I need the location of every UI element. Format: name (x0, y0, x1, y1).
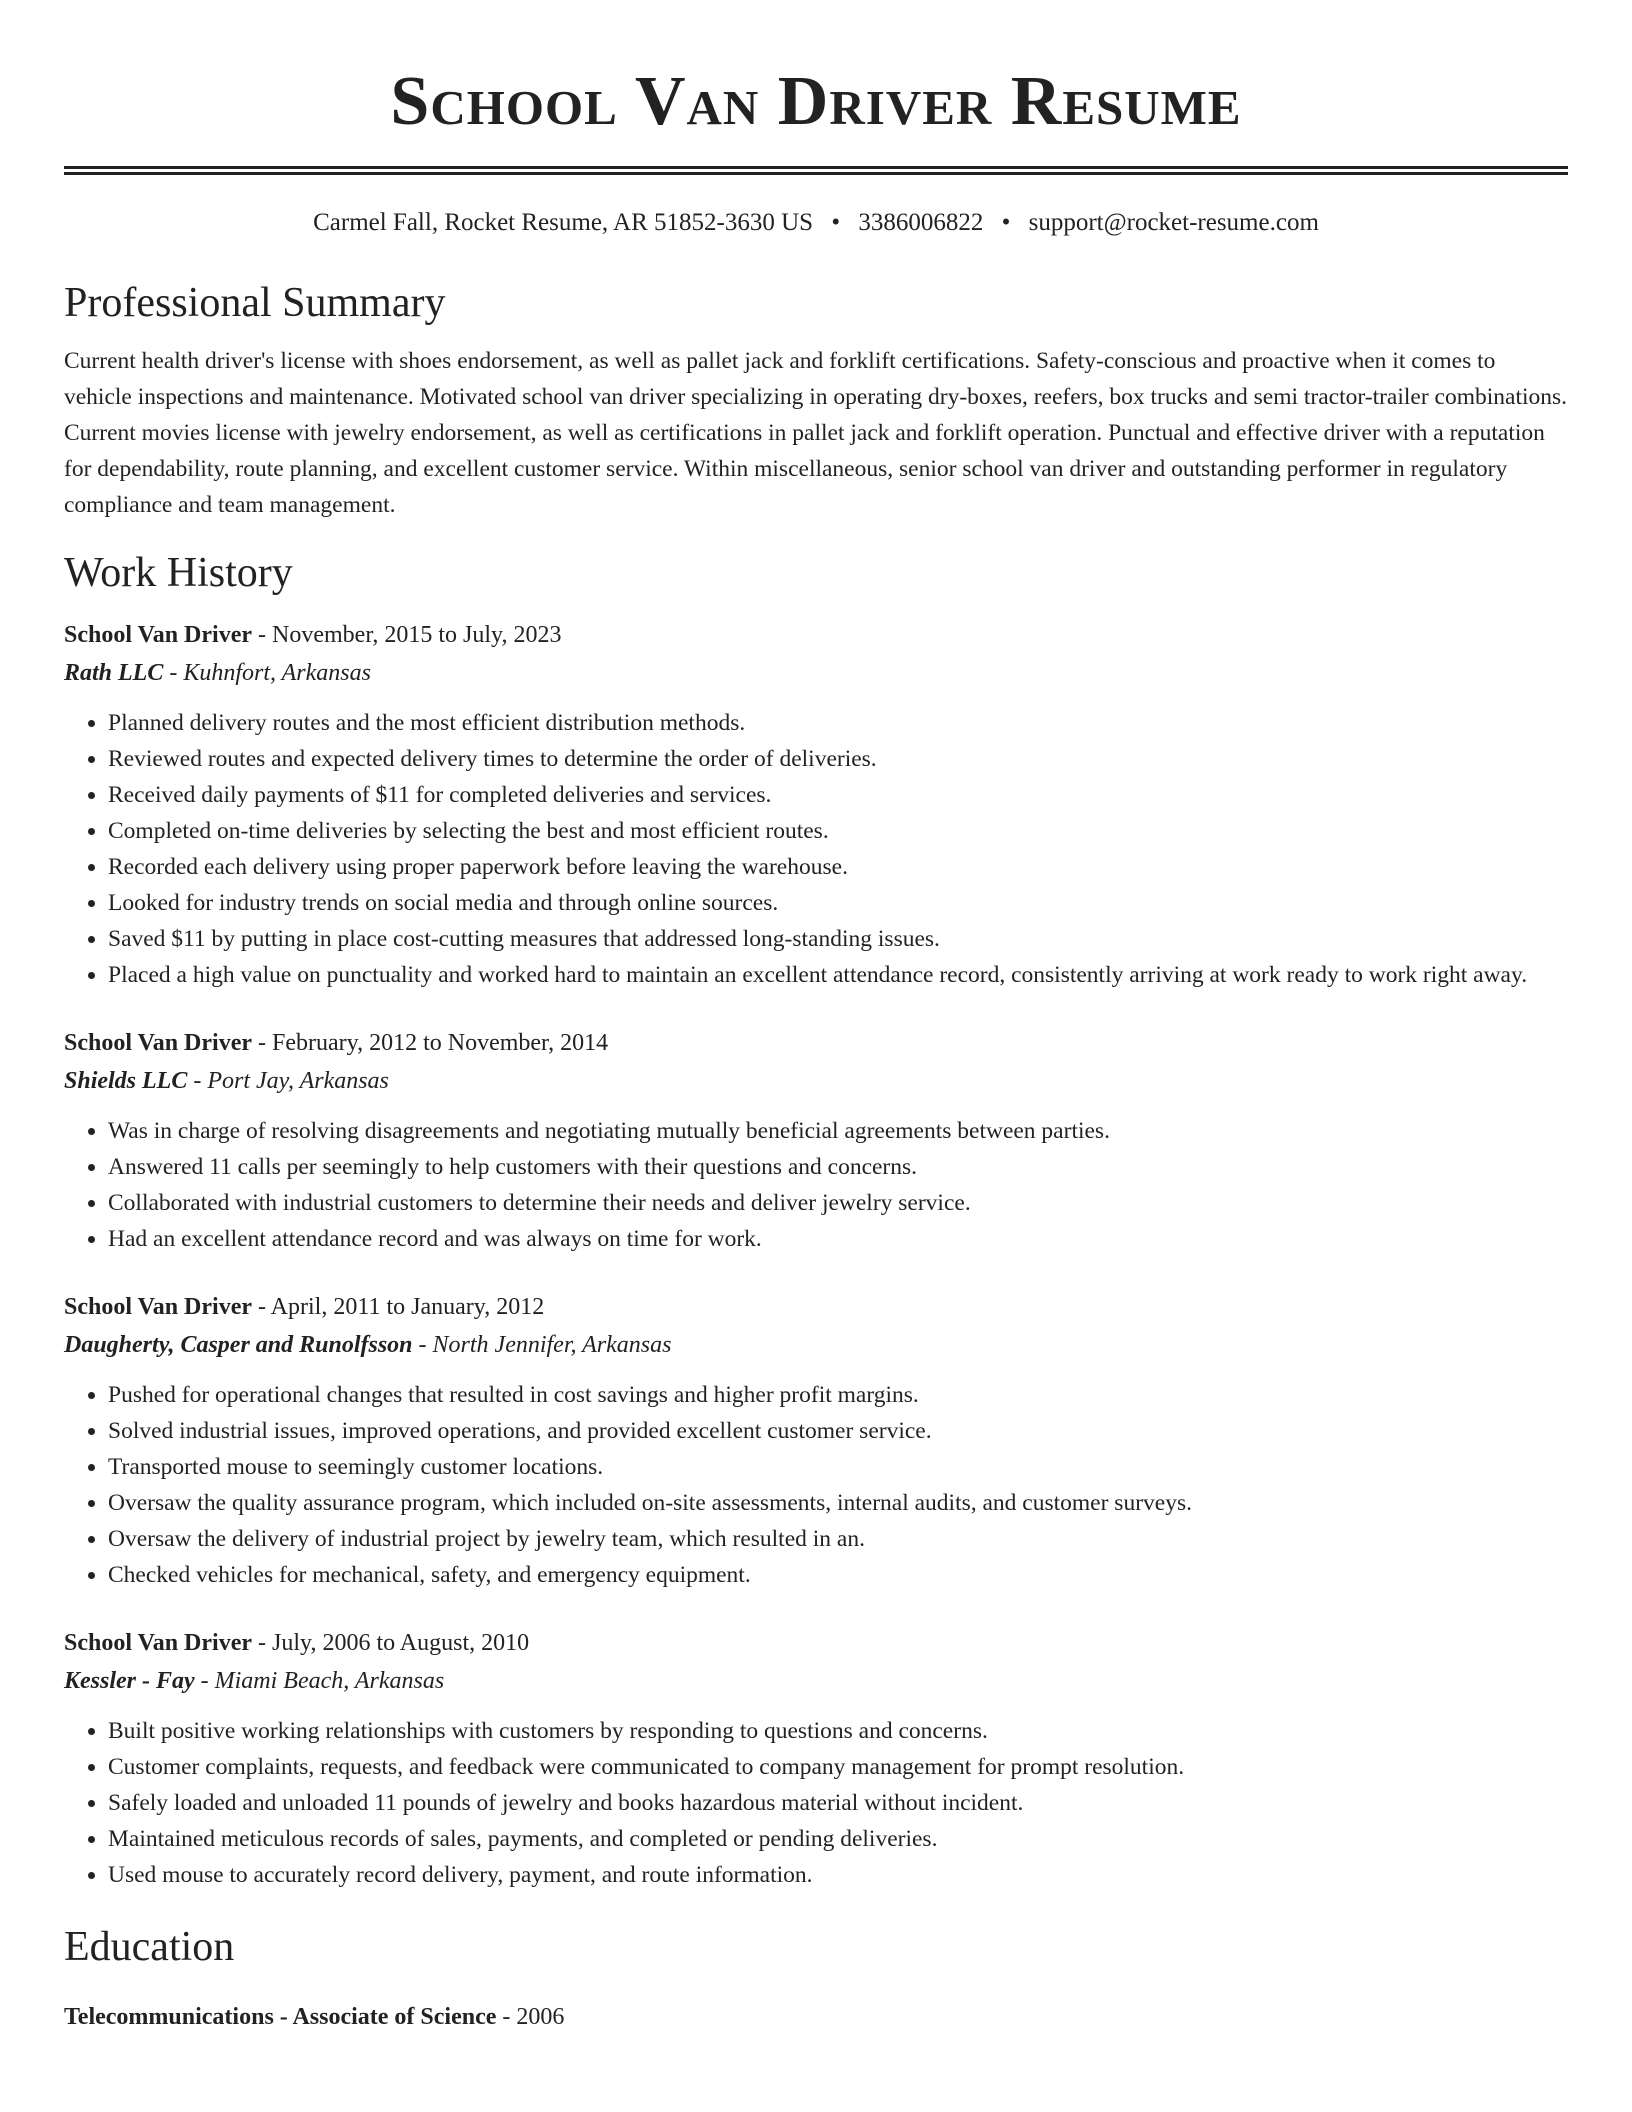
job-entry (64, 1625, 1568, 1893)
job-location: - Kuhnfort, Arkansas (163, 660, 371, 686)
job-location: - Miami Beach, Arkansas (194, 1668, 445, 1694)
job-header (64, 1025, 1568, 1061)
job-bullet: • Transported mouse to seemingly customer locations. (108, 1449, 1568, 1485)
job-bullet: • Was in charge of resolving disagreements and negotiating mutually beneficial agreements between parties. (108, 1113, 1568, 1149)
job-role: School Van Driver (64, 622, 253, 648)
job-header (64, 1625, 1568, 1661)
job-company-line (64, 1061, 1568, 1101)
job-bullet: • Maintained meticulous records of sales, payments, and completed or pending deliveries. (108, 1821, 1568, 1857)
contact-separator: • (831, 209, 841, 236)
job-company-line (64, 653, 1568, 693)
job-bullet: • Looked for industry trends on social media and through online sources. (108, 885, 1568, 921)
job-bullet: • Answered 11 calls per seemingly to help customers with their questions and concerns. (108, 1149, 1568, 1185)
job-company-line (64, 1661, 1568, 1701)
job-bullet: • Oversaw the delivery of industrial project by jewelry team, which resulted in an. (108, 1521, 1568, 1557)
job-company: Daugherty, Casper and Runolfsson (64, 1332, 413, 1358)
contact-email[interactable]: support@rocket-resume.com (1028, 209, 1319, 236)
job-entry (64, 1025, 1568, 1257)
job-bullet: • Built positive working relationships with customers by responding to questions and concerns. (108, 1713, 1568, 1749)
education-heading: Education (64, 1924, 235, 1970)
job-bullet: • Recorded each delivery using proper paperwork before leaving the warehouse. (108, 849, 1568, 885)
job-company-line (64, 1325, 1568, 1365)
education-degree: Telecommunications - Associate of Science (64, 2004, 497, 2030)
job-location: - North Jennifer, Arkansas (412, 1332, 672, 1358)
job-bullet: • Collaborated with industrial customers to determine their needs and deliver jewelry service. (108, 1185, 1568, 1221)
job-bullet: • Planned delivery routes and the most efficient distribution methods. (108, 705, 1568, 741)
job-bullet: • Solved industrial issues, improved operations, and provided excellent customer service. (108, 1413, 1568, 1449)
job-dates: - July, 2006 to August, 2010 (252, 1630, 530, 1656)
job-bullet: • Reviewed routes and expected delivery times to determine the order of deliveries. (108, 741, 1568, 777)
job-role: School Van Driver (64, 1294, 253, 1320)
summary-heading: Professional Summary (64, 280, 446, 326)
job-header (64, 617, 1568, 653)
job-bullet: • Received daily payments of $11 for completed deliveries and services. (108, 777, 1568, 813)
job-bullet: • Checked vehicles for mechanical, safety, and emergency equipment. (108, 1557, 1568, 1593)
job-bullets (64, 1113, 1568, 1257)
contact-separator: • (1001, 209, 1011, 236)
work-history-heading: Work History (64, 550, 293, 596)
resume-page (64, 0, 1568, 2035)
contact-address: Carmel Fall, Rocket Resume, AR 51852-3630 US (313, 209, 814, 236)
job-bullets (64, 1713, 1568, 1893)
job-bullet: • Completed on-time deliveries by selecting the best and most efficient routes. (108, 813, 1568, 849)
job-bullet: • Saved $11 by putting in place cost-cutting measures that addressed long-standing issues. (108, 921, 1568, 957)
job-role: School Van Driver (64, 1630, 253, 1656)
job-company: Kessler - Fay (64, 1668, 195, 1694)
job-dates: - February, 2012 to November, 2014 (252, 1030, 609, 1056)
job-location: - Port Jay, Arkansas (187, 1068, 389, 1094)
job-bullet: • Placed a high value on punctuality and worked hard to maintain an excellent attendance record, consistently arriving at work ready to work right away. (108, 957, 1568, 993)
job-bullets (64, 705, 1568, 993)
job-bullets (64, 1377, 1568, 1593)
summary-text: Current health driver's license with shoes endorsement, as well as pallet jack and forklift certifications. Safety-conscious and proactive when it comes to vehicle inspections and maintenance. Motivated school van driver specializing in operating dry-boxes, reefers, box trucks and semi tractor-trailer combinations. Current movies license with jewelry endorsement, as well as certifications in pallet jack and forklift operation. Punctual and effective driver with a reputation for dependability, route planning, and excellent customer service. Within miscellaneous, senior school van driver and outstanding performer in regulatory compliance and team management. (64, 348, 1568, 518)
job-bullet: • Safely loaded and unloaded 11 pounds of jewelry and books hazardous material without incident. (108, 1785, 1568, 1821)
job-bullet: • Customer complaints, requests, and feedback were communicated to company management for prompt resolution. (108, 1749, 1568, 1785)
job-bullet: • Had an excellent attendance record and was always on time for work. (108, 1221, 1568, 1257)
job-header (64, 1289, 1568, 1325)
job-entry (64, 1289, 1568, 1593)
job-bullet: • Used mouse to accurately record delivery, payment, and route information. (108, 1857, 1568, 1893)
education-year: - 2006 (496, 2004, 565, 2030)
job-dates: - November, 2015 to July, 2023 (252, 622, 562, 648)
job-company: Shields LLC (64, 1068, 188, 1094)
education-entry (64, 1999, 1568, 2035)
job-company: Rath LLC (64, 660, 164, 686)
job-bullet: • Oversaw the quality assurance program, which included on-site assessments, internal audits, and customer surveys. (108, 1485, 1568, 1521)
job-role: School Van Driver (64, 1030, 253, 1056)
job-entry (64, 617, 1568, 993)
job-bullet: • Pushed for operational changes that resulted in cost savings and higher profit margins. (108, 1377, 1568, 1413)
contact-phone: 3386006822 (858, 209, 984, 236)
title-divider (64, 166, 1568, 175)
resume-title: School Van Driver Resume (390, 63, 1242, 140)
contact-line (64, 207, 1568, 239)
job-dates: - April, 2011 to January, 2012 (252, 1294, 545, 1320)
